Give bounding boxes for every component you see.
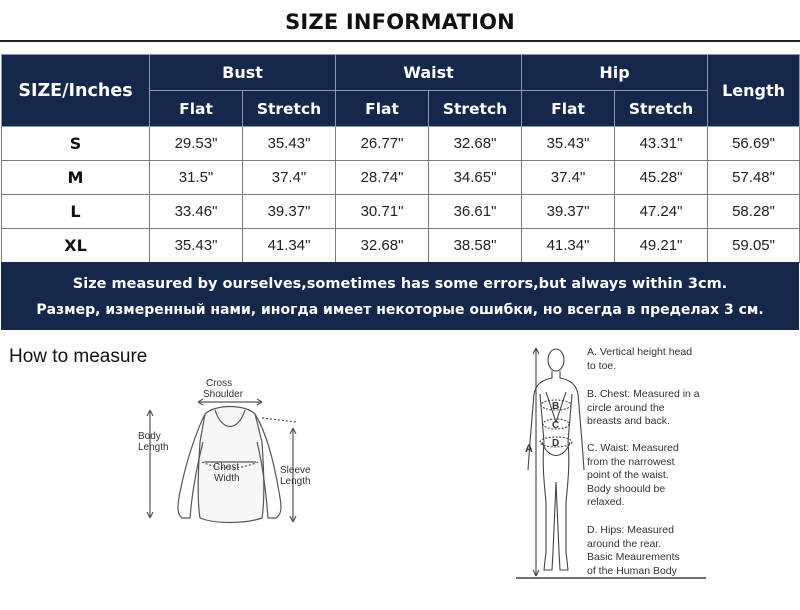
cross-label-line2: Shoulder <box>203 389 244 400</box>
letter-b: B <box>552 401 560 412</box>
size-cell: M <box>2 161 150 195</box>
table-cell: 32.68" <box>336 229 429 263</box>
note-a: A. Vertical height head to toe. <box>587 346 693 372</box>
table-cell: 30.71" <box>336 195 429 229</box>
how-to-measure-section <box>0 332 800 610</box>
table-cell: 41.34" <box>522 229 615 263</box>
chest-label-line2: Width <box>214 473 240 484</box>
letter-a: A <box>525 443 533 455</box>
table-cell: 45.28" <box>615 161 708 195</box>
table-cell: 35.43" <box>150 229 243 263</box>
letter-c: C <box>552 420 560 431</box>
table-row <box>2 229 800 263</box>
table-cell: 36.61" <box>429 195 522 229</box>
size-column-header: SIZE/Inches <box>2 55 150 127</box>
bust-header: Bust <box>150 55 336 91</box>
sleeve-label-line2: Length <box>280 476 311 487</box>
waist-stretch-header: Stretch <box>429 91 522 127</box>
size-cell: S <box>2 127 150 161</box>
hip-stretch-header: Stretch <box>615 91 708 127</box>
title-divider <box>0 40 800 42</box>
length-header: Length <box>708 55 800 127</box>
table-cell: 28.74" <box>336 161 429 195</box>
table-cell: 26.77" <box>336 127 429 161</box>
table-row <box>2 127 800 161</box>
waist-header: Waist <box>336 55 522 91</box>
how-to-measure-heading: How to measure <box>9 346 148 367</box>
hip-flat-header: Flat <box>522 91 615 127</box>
table-cell: 39.37" <box>243 195 336 229</box>
sweater-diagram <box>147 399 296 523</box>
cross-label-line1: Cross <box>206 378 233 389</box>
page-title: SIZE INFORMATION <box>285 10 515 34</box>
body-length-label-line2: Length <box>138 442 169 453</box>
table-cell: 57.48" <box>708 161 800 195</box>
note-c: C. Waist: Measured from the narrowest point of the waist. Body shoould be relaxed. <box>587 442 679 508</box>
letter-d: D <box>552 438 560 449</box>
table-cell: 59.05" <box>708 229 800 263</box>
measure-illustrations <box>0 332 800 610</box>
table-cell: 39.37" <box>522 195 615 229</box>
table-cell: 37.4" <box>522 161 615 195</box>
note-b: B. Chest: Measured in a circle around the breasts and back. <box>587 388 700 427</box>
bust-stretch-header: Stretch <box>243 91 336 127</box>
table-cell: 35.43" <box>522 127 615 161</box>
table-cell: 37.4" <box>243 161 336 195</box>
size-table <box>1 54 800 263</box>
table-cell: 29.53" <box>150 127 243 161</box>
table-cell: 32.68" <box>429 127 522 161</box>
bust-flat-header: Flat <box>150 91 243 127</box>
body-length-label-line1: Body <box>138 431 161 442</box>
waist-flat-header: Flat <box>336 91 429 127</box>
disclaimer-russian: Размер, измеренный нами, иногда имеет некоторые ошибки, но всегда в пределах 3 см. <box>36 302 764 318</box>
hip-header: Hip <box>522 55 708 91</box>
table-cell: 33.46" <box>150 195 243 229</box>
table-cell: 34.65" <box>429 161 522 195</box>
table-cell: 43.31" <box>615 127 708 161</box>
table-cell: 56.69" <box>708 127 800 161</box>
table-row <box>2 161 800 195</box>
size-cell: XL <box>2 229 150 263</box>
table-cell: 35.43" <box>243 127 336 161</box>
chest-label-line1: Chest <box>213 462 240 473</box>
table-cell: 49.21" <box>615 229 708 263</box>
sleeve-label-line1: Sleeve <box>280 465 311 476</box>
disclaimer-english: Size measured by ourselves,sometimes has some errors,but always within 3cm. <box>72 276 728 292</box>
table-cell: 31.5" <box>150 161 243 195</box>
note-d: D. Hips: Measured around the rear. Basic Meaurements of the Human Body <box>587 524 680 577</box>
table-row <box>2 195 800 229</box>
table-cell: 47.24" <box>615 195 708 229</box>
table-cell: 41.34" <box>243 229 336 263</box>
table-cell: 58.28" <box>708 195 800 229</box>
table-cell: 38.58" <box>429 229 522 263</box>
measurement-disclaimer-banner <box>1 262 799 330</box>
size-cell: L <box>2 195 150 229</box>
